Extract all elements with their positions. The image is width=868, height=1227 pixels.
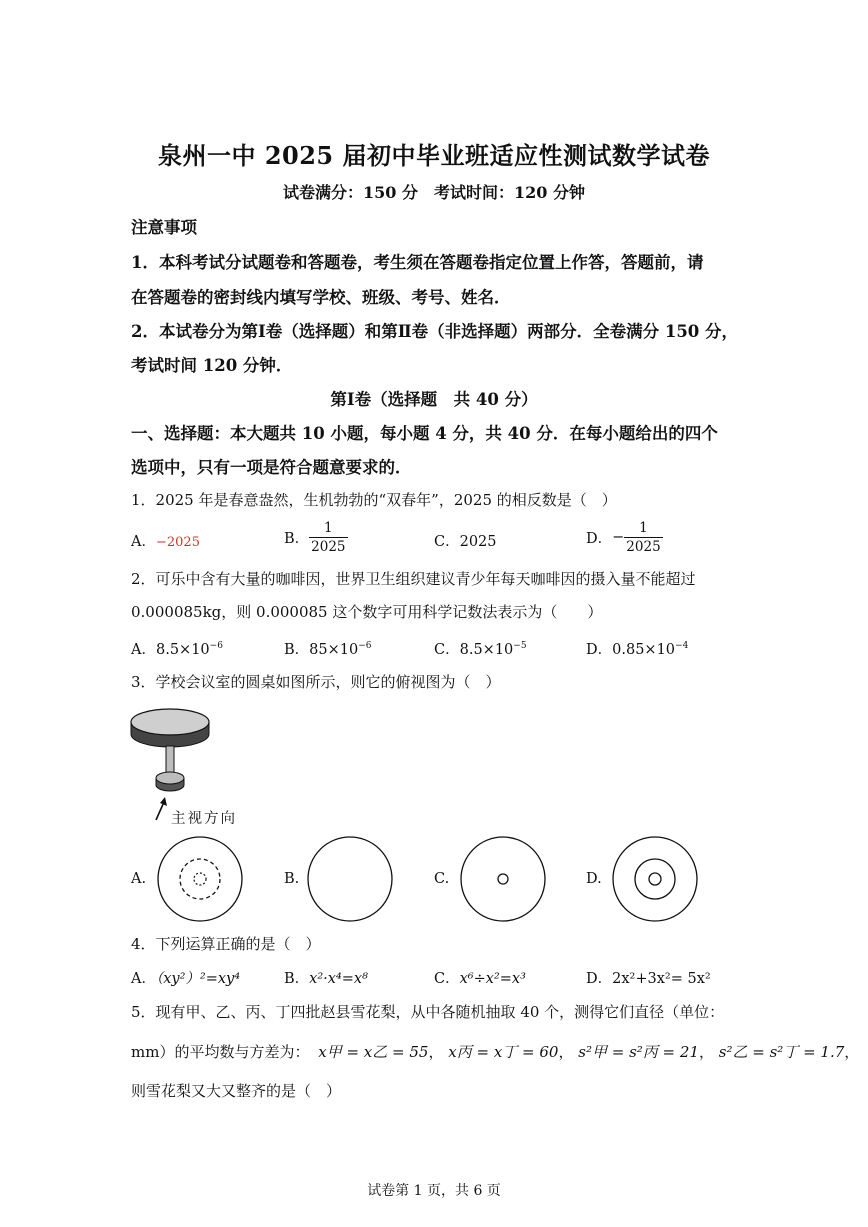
q1-option-c: [434, 530, 497, 551]
q1-option-d: [586, 519, 663, 556]
q2-option-b: [284, 638, 372, 659]
q2-stem-line2: 0.000085kg，则 0.000085 这个数字可用科学记数法表示为（ ）: [131, 603, 603, 621]
option-base: 8.5×10: [155, 642, 210, 658]
option-label: C．: [434, 642, 460, 658]
q5-stem-line2: mm）的平均数与方差为： x甲 = x乙 = 55， x丙 = x丁 = 60， s²甲 = s²丙 = 21， s²乙 = s²丁 = 1.7，: [131, 1043, 860, 1061]
notice-item1-line2: 在答题卷的密封线内填写学校、班级、考号、姓名．: [131, 288, 511, 307]
q3-option-b-figure: [305, 836, 395, 922]
notice-heading: 注意事项: [131, 218, 197, 237]
section-instructions-line2: 选项中，只有一项是符合题意要求的．: [131, 458, 412, 477]
numerator: 1: [624, 519, 662, 538]
option-label: D．: [586, 642, 613, 658]
option-value: −2025: [155, 535, 200, 550]
option-label: B．: [284, 642, 310, 658]
option-label: B．: [284, 531, 310, 547]
round-table-figure: [128, 702, 228, 802]
q2-option-d: [586, 638, 688, 659]
q4-option-d: [586, 967, 711, 988]
q3-option-d-figure: [610, 836, 700, 922]
option-label: A．: [131, 534, 156, 550]
option-exponent: −6: [358, 641, 372, 652]
option-exponent: −5: [513, 641, 527, 652]
minus-sign: −: [612, 529, 625, 546]
numerator: 1: [309, 519, 347, 538]
q5-variance-yi-ding: s²乙 = s²丁 = 1.7: [718, 1043, 845, 1061]
q3-option-d-label: D.: [586, 871, 602, 887]
q5-variance-jia-bing: s²甲 = s²丙 = 21: [578, 1043, 699, 1061]
q4-option-c: [434, 967, 526, 988]
q3-option-c-label: C.: [434, 871, 450, 887]
table-base: [156, 772, 184, 784]
q1-stem: 1．2025 年是春意盎然，生机勃勃的“双春年”，2025 的相反数是（ ）: [131, 491, 617, 509]
option-base: 85×10: [309, 642, 359, 658]
option-expression: x²·x⁴=x⁸: [309, 971, 368, 987]
option-label: B．: [284, 971, 310, 987]
q2-option-a: [131, 638, 223, 659]
fraction: [624, 519, 662, 556]
q5-stem-prefix: mm）的平均数与方差为：: [131, 1043, 310, 1061]
option-value: 2025: [459, 534, 497, 550]
exam-title: 泉州一中 2025 届初中毕业班适应性测试数学试卷: [157, 141, 710, 170]
q2-stem-line1: 2．可乐中含有大量的咖啡因，世界卫生组织建议青少年每天咖啡因的摄入量不能超过: [131, 570, 696, 588]
denominator: 2025: [311, 539, 346, 555]
q4-option-a: [131, 967, 240, 988]
option-label: D．: [586, 971, 613, 987]
option-base: 8.5×10: [459, 642, 514, 658]
option-label: D．: [586, 531, 613, 547]
option-expression: （xy²）²=xy⁴: [155, 971, 241, 987]
notice-item2-line1: 2．本试卷分为第Ⅰ卷（选择题）和第Ⅱ卷（非选择题）两部分．全卷满分 150 分，: [131, 322, 739, 341]
option-expression: x⁶÷x²=x³: [459, 971, 526, 987]
option-exponent: −4: [675, 641, 689, 652]
q3-option-a-figure: [155, 836, 245, 922]
fraction: [309, 519, 347, 556]
denominator: 2025: [626, 539, 661, 555]
q1-option-b: [284, 519, 348, 556]
q2-option-c: [434, 638, 527, 659]
q1-option-a: [131, 530, 200, 551]
option-base: 0.85×10: [612, 642, 676, 658]
option-label: C．: [434, 534, 460, 550]
q3-stem: 3．学校会议室的圆桌如图所示，则它的俯视图为（ ）: [131, 673, 501, 691]
q3-option-c-figure: [458, 836, 548, 922]
q3-option-b-label: B.: [284, 871, 300, 887]
option-expression: 2x²+3x²= 5x²: [612, 971, 711, 987]
table-leg: [166, 746, 174, 774]
option-label: A．: [131, 642, 156, 658]
q4-option-b: [284, 967, 368, 988]
q3-option-a-label: A.: [131, 871, 147, 887]
notice-item2-line2: 考试时间 120 分钟．: [131, 356, 293, 375]
view-direction-label: 主视方向: [171, 811, 237, 827]
section-title: 第Ⅰ卷（选择题 共 40 分）: [330, 390, 538, 409]
q5-mean-bing-ding: x丙 = x丁 = 60: [448, 1043, 559, 1061]
notice-item1-line1: 1．本科考试分试题卷和答题卷，考生须在答题卷指定位置上作答，答题前，请: [131, 253, 704, 272]
q4-stem: 4．下列运算正确的是（ ）: [131, 935, 321, 953]
option-label: C．: [434, 971, 460, 987]
q5-mean-jia-yi: x甲 = x乙 = 55: [318, 1043, 429, 1061]
table-top: [131, 709, 209, 735]
option-exponent: −6: [209, 641, 223, 652]
q5-stem-line3: 则雪花梨又大又整齐的是（ ）: [131, 1082, 342, 1100]
page-footer: 试卷第 1 页，共 6 页: [367, 1183, 501, 1199]
q5-stem-line1: 5．现有甲、乙、丙、丁四批赵县雪花梨，从中各随机抽取 40 个，测得它们直径（单位：: [131, 1003, 725, 1021]
option-label: A．: [131, 971, 156, 987]
exam-subtitle: 试卷满分：150 分 考试时间：120 分钟: [283, 183, 585, 202]
section-instructions-line1: 一、选择题：本大题共 10 小题，每小题 4 分，共 40 分．在每小题给出的四个: [131, 424, 718, 443]
